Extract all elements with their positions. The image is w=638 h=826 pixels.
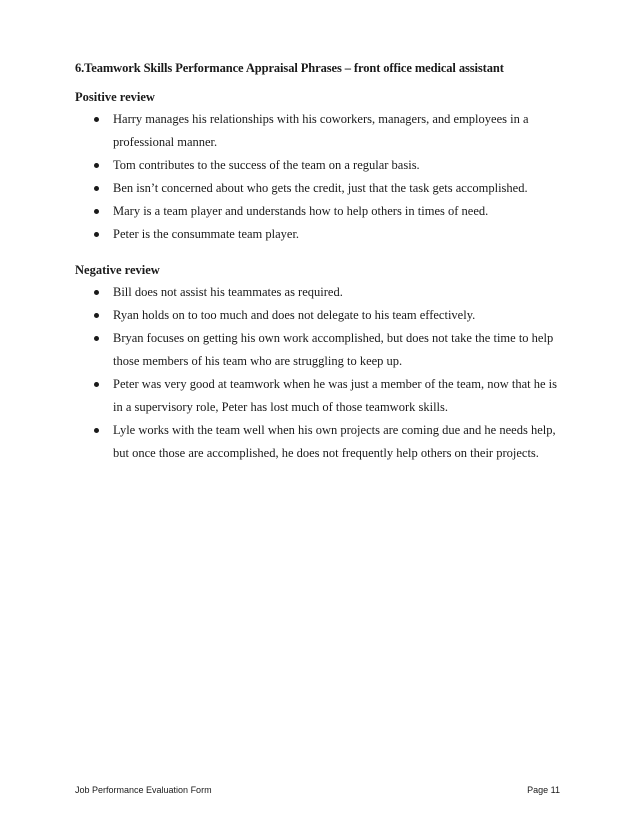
bullet-icon [94, 336, 99, 341]
list-item [75, 223, 565, 246]
list-item [75, 200, 565, 223]
list-item-text: Tom contributes to the success of the team on a regular basis. [113, 158, 420, 172]
list-item-text: Ryan holds on to too much and does not delegate to his team effectively. [113, 308, 476, 322]
list-item [75, 154, 565, 177]
positive-review-list [75, 108, 565, 246]
list-item-text: Peter is the consummate team player. [113, 227, 300, 241]
list-item [75, 177, 565, 200]
list-item [75, 373, 565, 419]
page-heading: 6.Teamwork Skills Performance Appraisal Phrases – front office medical assistant [75, 61, 504, 75]
bullet-icon [94, 428, 99, 433]
positive-review-title: Positive review [75, 90, 155, 104]
negative-review-list [75, 281, 565, 465]
list-item-text: Harry manages his relationships with his coworkers, managers, and employees in a professional manner. [113, 112, 529, 149]
bullet-icon [94, 313, 99, 318]
list-item [75, 281, 565, 304]
bullet-icon [94, 117, 99, 122]
list-item [75, 304, 565, 327]
bullet-icon [94, 163, 99, 168]
list-item-text: Lyle works with the team well when his own projects are coming due and he needs help, but once those are accomplished, he does not frequently help others on their projects. [113, 423, 556, 460]
bullet-icon [94, 290, 99, 295]
bullet-icon [94, 209, 99, 214]
list-item-text: Bryan focuses on getting his own work accomplished, but does not take the time to help those members of his team who are struggling to keep up. [113, 331, 554, 368]
list-item [75, 108, 565, 154]
list-item-text: Mary is a team player and understands how to help others in times of need. [113, 204, 489, 218]
bullet-icon [94, 186, 99, 191]
bullet-icon [94, 232, 99, 237]
footer-page-number: Page 11 [527, 785, 560, 795]
list-item [75, 327, 565, 373]
list-item-text: Peter was very good at teamwork when he was just a member of the team, now that he is in a supervisory role, Peter has lost much of those teamwork skills. [113, 377, 557, 414]
footer-form-name: Job Performance Evaluation Form [75, 785, 212, 795]
list-item-text: Bill does not assist his teammates as required. [113, 285, 343, 299]
list-item-text: Ben isn’t concerned about who gets the credit, just that the task gets accomplished. [113, 181, 528, 195]
bullet-icon [94, 382, 99, 387]
list-item [75, 419, 565, 465]
negative-review-title: Negative review [75, 263, 160, 277]
